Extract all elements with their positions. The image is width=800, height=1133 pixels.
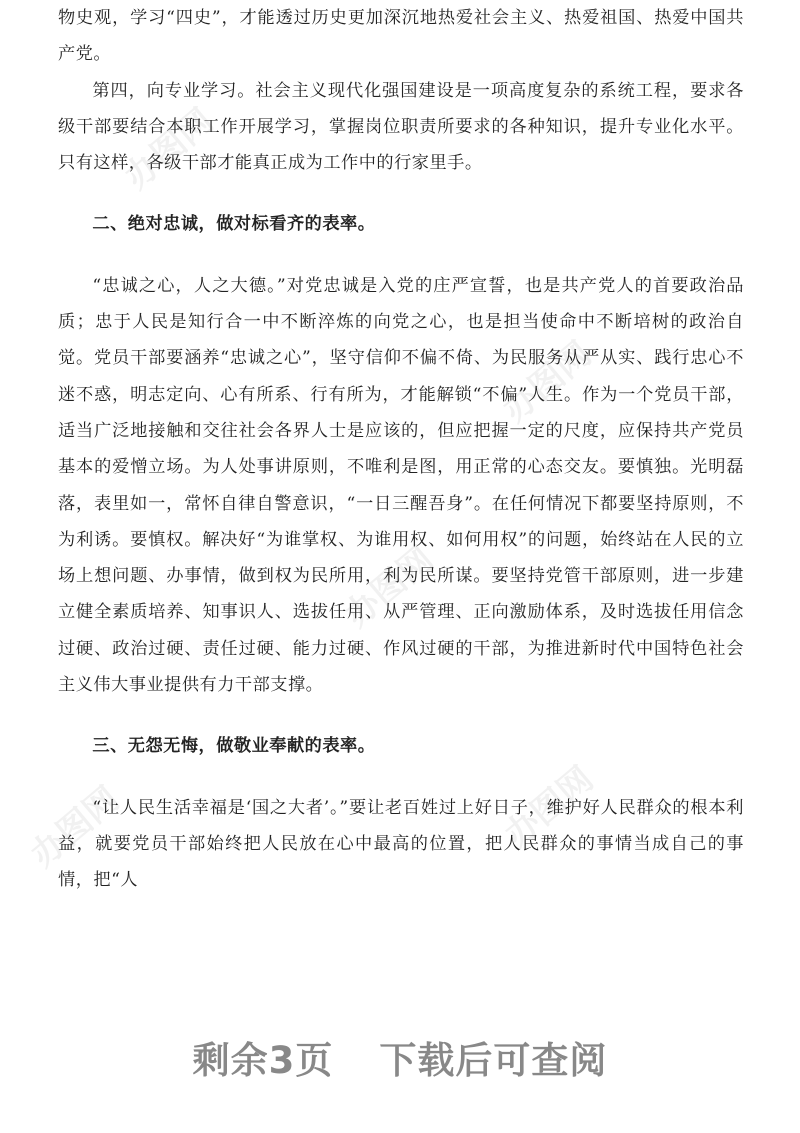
watermark-text: 办图网 bbox=[337, 539, 442, 636]
remaining-pages-label: 剩余3页 bbox=[192, 1039, 334, 1082]
paragraph-loyalty: “忠诚之心，人之大德。”对党忠诚是入党的庄严宣誓，也是共产党人的首要政治品质；忠于人民是知行合一中不断淬炼的向党之心，也是担当使命中不断培树的政治自觉。党员干部要涵养“忠诚之心”，坚守信仰不偏不倚、为民服务从严从实、践行忠心不迷不惑，明志定向、心有所系、行有所为，才能解锁“不偏”人生。作为一个党员干部，适当广泛地接触和交往社会各界人士是应该的，但应把握一定的尺度，应保持共产党员基本的爱憎立场。为人处事讲原则，不唯利是图，用正常的心态交友。要慎独。光明磊落，表里如一，常怀自律自警意识，“一日三醒吾身”。在任何情况下都要坚持原则，不为利诱。要慎权。解决好“为谁掌权、为谁用权、如何用权”的问题，始终站在人民的立场上想问题、办事情，做到权为民所用，利为民所谋。要坚持党管干部原则，进一步建立健全素质培养、知事识人、选拔任用、从严管理、正向激励体系，及时选拔任用信念过硬、政治过硬、责任过硬、能力过硬、作风过硬的干部，为推进新时代中国特色社会主义伟大事业提供有力干部支撑。 bbox=[58, 275, 744, 696]
document-page bbox=[58, 0, 744, 899]
section-heading-loyalty: 二、绝对忠诚，做对标看齐的表率。 bbox=[92, 214, 376, 235]
watermark-text: 办图网 bbox=[23, 779, 128, 876]
section-heading-dedication: 三、无怨无悔，做敬业奉献的表率。 bbox=[92, 736, 376, 757]
paragraph-dedication: “让人民生活幸福是‘国之大者’。”要让老百姓过上好日子，维护好人民群众的根本利益，就要党员干部始终把人民放在心中最高的位置，把人民群众的事情当成自己的事情，把“人 bbox=[58, 797, 744, 891]
download-banner[interactable] bbox=[0, 1030, 800, 1084]
watermark-text: 办图网 bbox=[117, 101, 222, 198]
paragraph-study-professional: 第四，向专业学习。社会主义现代化强国建设是一项高度复杂的系统工程，要求各级干部要结合本职工作开展学习，掌握岗位职责所要求的各种知识，提升专业化水平。只有这样，各级干部才能真正成为工作中的行家里手。 bbox=[58, 80, 744, 174]
download-prompt-label: 下载后可查阅 bbox=[379, 1039, 608, 1082]
paragraph-continuation: 物史观，学习“四史”，才能透过历史更加深沉地热爱社会主义、热爱祖国、热爱中国共产党。 bbox=[58, 8, 744, 65]
watermark-text: 办图网 bbox=[497, 759, 602, 856]
watermark-text: 办图网 bbox=[495, 334, 600, 431]
